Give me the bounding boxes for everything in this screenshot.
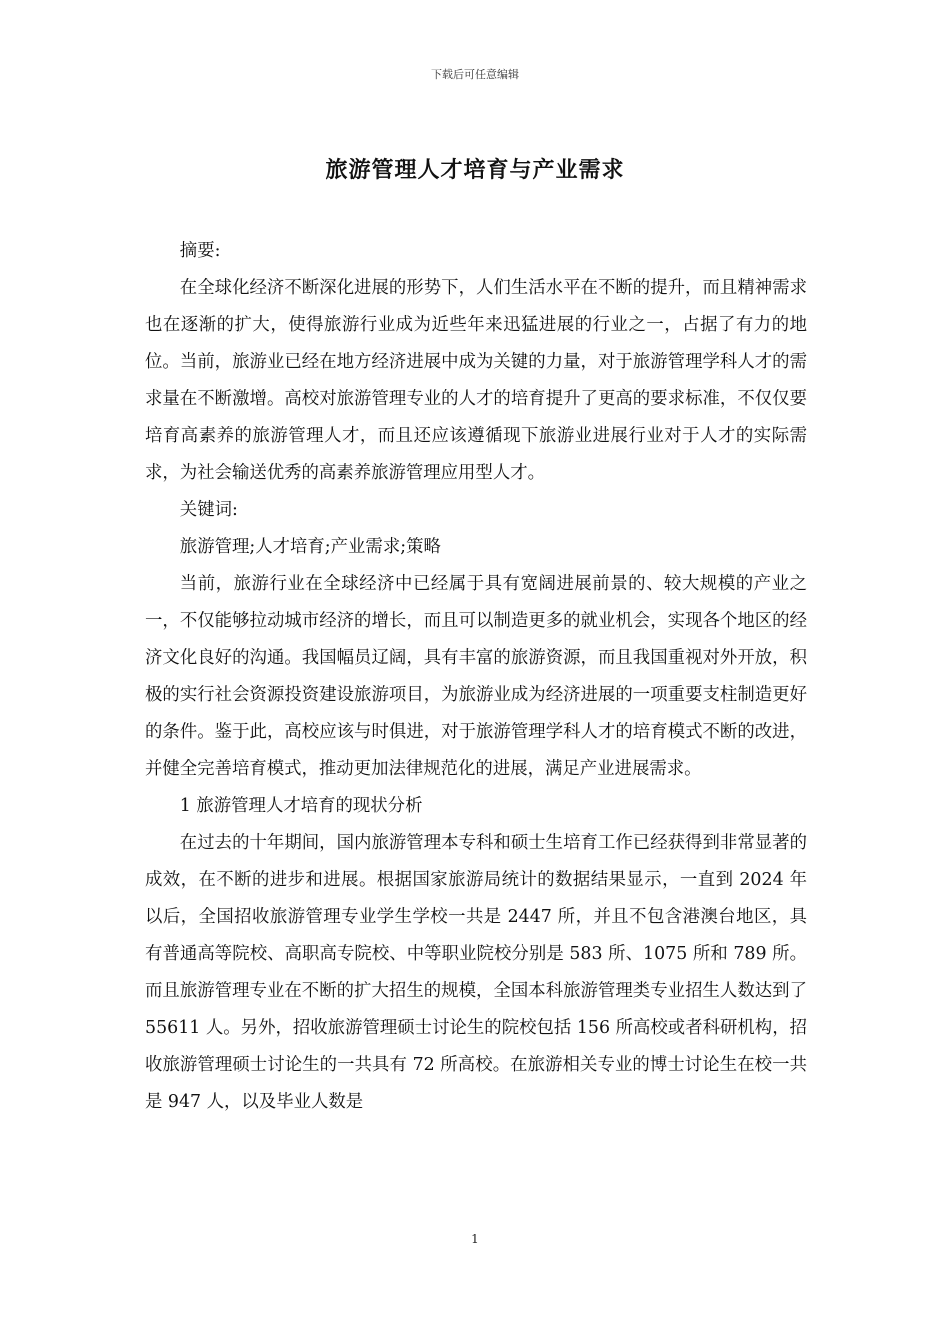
page-number: 1 xyxy=(471,1232,479,1246)
keywords-list: 旅游管理;人才培育;产业需求;策略 xyxy=(179,537,441,557)
intro-paragraph: 当前，旅游行业在全球经济中已经属于具有宽阔进展前景的、较大规模的产业之一，不仅能够拉动城市经济的增长，而且可以制造更多的就业机会，实现各个地区的经济文化良好的沟通。我国幅员辽阔，具有丰富的旅游资源，而且我国重视对外开放，积极的实行社会资源投资建设旅游项目，为旅游业成为经济进展的一项重要支柱制造更好的条件。鉴于此，高校应该与时俱进，对于旅游管理学科人才的培育模式不断的改进，并健全完善培育模式，推动更加法律规范化的进展，满足产业进展需求。 xyxy=(145,574,807,779)
header-note: 下载后可任意编辑 xyxy=(431,68,519,81)
abstract-label: 摘要: xyxy=(179,241,221,261)
document-body xyxy=(145,233,807,1121)
section-heading: 1 旅游管理人才培育的现状分析 xyxy=(179,796,423,816)
keywords-label: 关键词: xyxy=(179,500,238,520)
section-paragraph: 在过去的十年期间，国内旅游管理本专科和硕士生培育工作已经获得到非常显著的成效，在不断的进步和进展。根据国家旅游局统计的数据结果显示，一直到 2024 年以后，全国招收旅游管理专业学生学校一共是 2447 所，并且不包含港澳台地区，具有普通高等院校、高职高专院校、中等职业院校分别是 583 所、1075 所和 789 所。而且旅游管理专业在不断的扩大招生的规模，全国本科旅游管理类专业招生人数达到了 55611 人。另外，招收旅游管理硕士讨论生的院校包括 156 所高校或者科研机构，招收旅游管理硕士讨论生的一共具有 72 所高校。在旅游相关专业的博士讨论生在校一共是 947 人，以及毕业人数是 xyxy=(145,833,807,1112)
abstract-paragraph: 在全球化经济不断深化进展的形势下，人们生活水平在不断的提升，而且精神需求也在逐渐的扩大，使得旅游行业成为近些年来迅猛进展的行业之一，占据了有力的地位。当前，旅游业已经在地方经济进展中成为关键的力量，对于旅游管理学科人才的需求量在不断激增。高校对旅游管理专业的人才的培育提升了更高的要求标准，不仅仅要培育高素养的旅游管理人才，而且还应该遵循现下旅游业进展行业对于人才的实际需求，为社会输送优秀的高素养旅游管理应用型人才。 xyxy=(145,278,807,483)
document-title: 旅游管理人才培育与产业需求 xyxy=(325,157,625,183)
